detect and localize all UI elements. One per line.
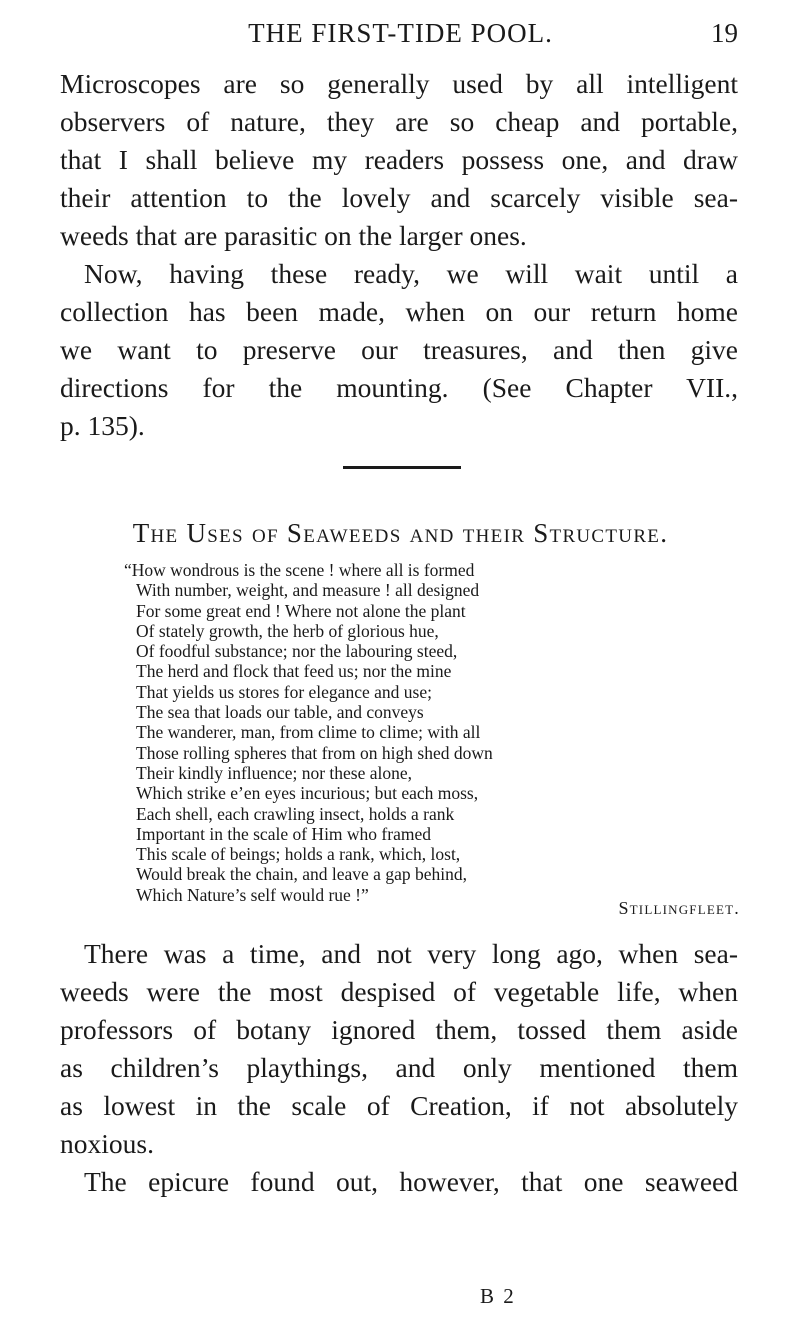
text-line: There was a time, and not very long ago, when sea- xyxy=(84,938,738,969)
poem-line: The wanderer, man, from clime to clime; with all xyxy=(136,722,481,743)
poem-line: Which Nature’s self would rue !” xyxy=(136,884,369,905)
text-line: p. 135). xyxy=(60,410,145,441)
poem-line: That yields us stores for elegance and use; xyxy=(136,681,432,702)
page-number: 19 xyxy=(711,18,738,48)
text-line: noxious. xyxy=(60,1128,154,1159)
running-title: THE FIRST-TIDE POOL. xyxy=(248,18,553,48)
poem-line: With number, weight, and measure ! all designed xyxy=(136,580,480,601)
text-line: professors of botany ignored them, tossed them aside xyxy=(60,1014,738,1045)
text-line: observers of nature, they are so cheap and portable, xyxy=(60,106,738,137)
section-heading: The Uses of Seaweeds and their Structure. xyxy=(132,518,669,548)
text-line: collection has been made, when on our return home xyxy=(60,296,738,327)
poem-line: The herd and flock that feed us; nor the mine xyxy=(136,661,452,682)
signature-mark: B 2 xyxy=(480,1284,516,1308)
poem-line: Would break the chain, and leave a gap behind, xyxy=(136,864,467,885)
text-line: Microscopes are so generally used by all intelligent xyxy=(60,68,738,99)
poem-line: Of stately growth, the herb of glorious hue, xyxy=(136,620,439,641)
text-line: their attention to the lovely and scarcely visible sea- xyxy=(60,182,738,213)
poem-line: Their kindly influence; nor these alone, xyxy=(136,762,413,783)
text-line: as children’s playthings, and only mentioned them xyxy=(60,1052,738,1083)
poem-line: Which strike e’en eyes incurious; but each moss, xyxy=(136,783,479,804)
epigraph-poem xyxy=(124,560,684,905)
running-head xyxy=(0,18,801,54)
text-line: we want to preserve our treasures, and then give xyxy=(60,334,738,365)
poem-line: This scale of beings; holds a rank, which, lost, xyxy=(136,844,461,865)
poem-line: The sea that loads our table, and conveys xyxy=(136,702,424,723)
text-line: that I shall believe my readers possess one, and draw xyxy=(60,144,738,175)
poem-line: Each shell, each crawling insect, holds a rank xyxy=(136,803,455,824)
poem-line: Of foodful substance; nor the labouring steed, xyxy=(136,641,458,662)
poem-line: “How wondrous is the scene ! where all is formed xyxy=(124,560,475,580)
poem-attribution: Stillingfleet. xyxy=(618,898,740,918)
text-line: directions for the mounting. (See Chapter VII., xyxy=(60,372,738,403)
poem-line: For some great end ! Where not alone the plant xyxy=(136,600,466,621)
text-line: The epicure found out, however, that one seaweed xyxy=(84,1166,738,1197)
text-line: Now, having these ready, we will wait until a xyxy=(84,258,738,289)
text-line: weeds that are parasitic on the larger ones. xyxy=(60,220,527,251)
paragraph-microscopes xyxy=(60,65,738,445)
section-divider-rule xyxy=(343,466,461,469)
poem-line: Important in the scale of Him who framed xyxy=(136,823,431,844)
text-line: as lowest in the scale of Creation, if not absolutely xyxy=(60,1090,738,1121)
paragraph-seaweeds-history xyxy=(60,935,738,1201)
poem-line: Those rolling spheres that from on high shed down xyxy=(136,742,493,763)
text-line: weeds were the most despised of vegetable life, when xyxy=(60,976,738,1007)
